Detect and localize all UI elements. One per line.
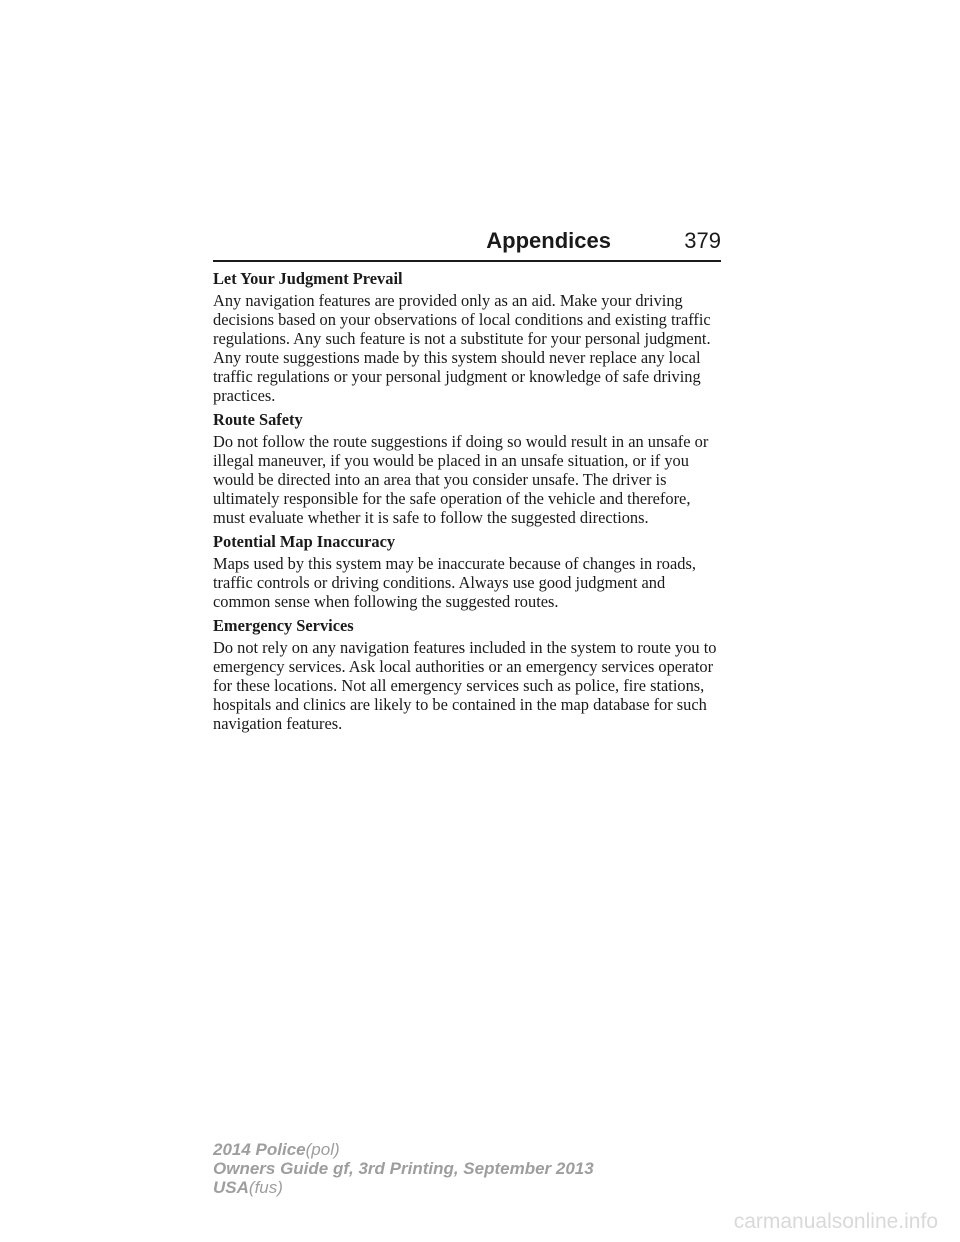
section-heading: Emergency Services — [213, 616, 354, 635]
footer-region-code: (fus) — [248, 1178, 283, 1197]
footer-line-model — [213, 1140, 594, 1159]
page-number: 379 — [684, 228, 721, 253]
print-footer — [213, 1140, 594, 1197]
footer-model: 2014 Police — [213, 1140, 306, 1159]
footer-line-region — [213, 1178, 594, 1197]
section-heading: Potential Map Inaccuracy — [213, 532, 396, 551]
section-heading: Route Safety — [213, 410, 303, 429]
page-content — [213, 269, 723, 738]
section-body: Any navigation features are provided only as an aid. Make your driving decisions based on your observations of local conditions and existing traffic regulations. Any such feature is not a substitute for your personal judgment. Any route suggestions made by this system should never replace any local traffic regulations or your personal judgment or knowledge of safe driving practices. — [213, 291, 711, 405]
page-header — [213, 228, 721, 262]
section-body: Do not rely on any navigation features included in the system to route you to emergency services. Ask local authorities or an emergency services operator for these locations. Not all emergency services such as police, fire stations, hospitals and clinics are likely to be contained in the map database for such navigation features. — [213, 638, 717, 733]
section-heading: Let Your Judgment Prevail — [213, 269, 403, 288]
section-body: Do not follow the route suggestions if doing so would result in an unsafe or illegal maneuver, if you would be placed in an unsafe situation, or if you would be directed into an area that you consider unsafe. The driver is ultimately responsible for the safe operation of the vehicle and therefore, must evaluate whether it is safe to follow the suggested directions. — [213, 432, 709, 527]
footer-model-code: (pol) — [305, 1140, 340, 1159]
footer-line-guide: Owners Guide gf, 3rd Printing, September 2013 — [213, 1159, 594, 1178]
footer-region: USA — [213, 1178, 249, 1197]
section-title: Appendices — [486, 228, 611, 253]
watermark: carmanualsonline.info — [733, 1210, 938, 1233]
section-body: Maps used by this system may be inaccurate because of changes in roads, traffic controls or driving conditions. Always use good judgment and common sense when following the suggested routes. — [213, 554, 696, 611]
